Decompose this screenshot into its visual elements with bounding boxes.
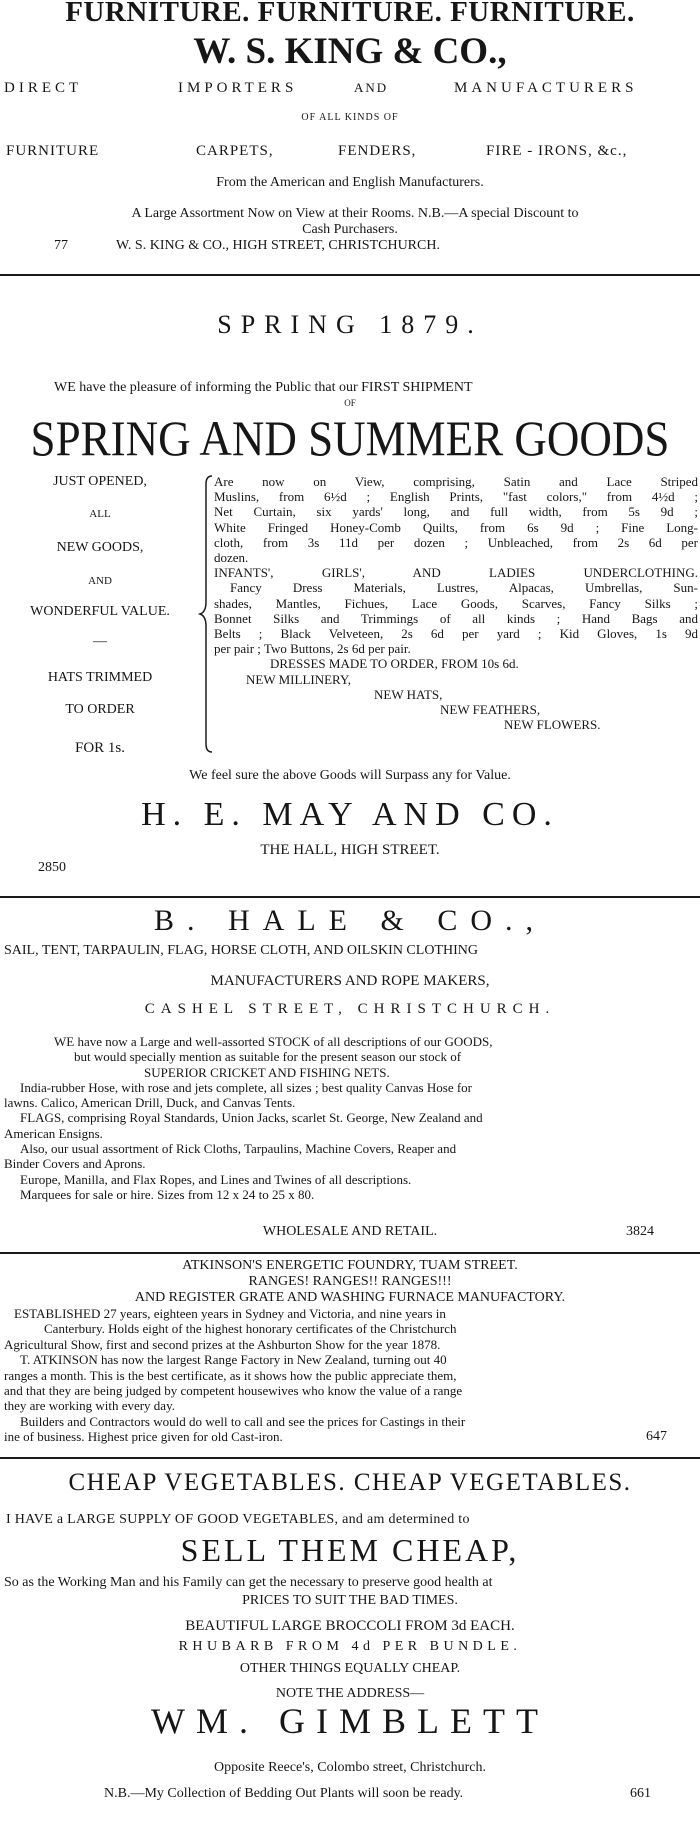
hale-body-5: FLAGS, comprising Royal Standards, Union Jacks, scarlet St. George, New Zealand and xyxy=(20,1110,483,1126)
king-carpets: CARPETS, xyxy=(196,143,274,159)
may-left-4: WONDERFUL VALUE. xyxy=(30,604,170,619)
may-right-3: White Fringed Honey-Comb Quilts, from 6s 9d ; Fine Long- xyxy=(214,519,698,535)
gimblett-line-4: RHUBARB FROM 4d PER BUNDLE. xyxy=(178,1639,522,1654)
king-manufacturers-line: From the American and English Manufacturers. xyxy=(216,175,484,190)
hale-body-7: Also, our usual assortment of Rick Cloths, Tarpaulins, Machine Covers, Reaper and xyxy=(20,1141,457,1157)
hale-body-3: India-rubber Hose, with rose and jets complete, all sizes ; best quality Canvas Hose for xyxy=(20,1079,472,1095)
may-right-1: Muslins, from 6½d ; English Prints, "fast colors," from 4½d ; xyxy=(214,489,698,505)
hale-body-0: WE have now a Large and well-assorted STOCK of all descriptions of our GOODS, xyxy=(54,1034,493,1049)
may-left-2: NEW GOODS, xyxy=(56,540,144,555)
king-fenders: FENDERS, xyxy=(338,143,417,159)
column-rule xyxy=(0,896,700,898)
ad-number: 647 xyxy=(646,1429,667,1444)
atkinson-body-5: and that they are being judged by competent housewives who know the value of a range xyxy=(4,1383,463,1399)
may-of: OF xyxy=(344,398,356,408)
king-fire-irons: FIRE - IRONS, &c., xyxy=(486,143,628,159)
hale-firm-name: B. HALE & CO., xyxy=(154,904,546,937)
may-surpass: We feel sure the above Goods will Surpass any for Value. xyxy=(189,768,511,783)
gimblett-firm-name: WM. GIMBLETT xyxy=(151,1701,549,1741)
king-assortment-line: A Large Assortment Now on View at their Rooms. N.B.—A special Discount to xyxy=(131,206,579,221)
hale-body-6: American Ensigns. xyxy=(4,1125,103,1141)
may-right-14: NEW HATS, xyxy=(374,686,443,702)
furniture-banner: FURNITURE. FURNITURE. FURNITURE. xyxy=(65,0,635,28)
atkinson-line-2: RANGES! RANGES!! RANGES!!! xyxy=(248,1274,452,1289)
hale-body-4: lawns. Calico, American Drill, Duck, and Canvas Tents. xyxy=(4,1095,296,1111)
hale-body-2: SUPERIOR CRICKET AND FISHING NETS. xyxy=(144,1064,390,1080)
atkinson-line-1: ATKINSON'S ENERGETIC FOUNDRY, TUAM STREET. xyxy=(182,1258,518,1273)
hale-body-9: Europe, Manilla, and Flax Ropes, and Lines and Twines of all descriptions. xyxy=(20,1171,412,1187)
atkinson-body-0: ESTABLISHED 27 years, eighteen years in Sydney and Victoria, and nine years in xyxy=(14,1306,446,1321)
king-line-direct: DIRECT xyxy=(4,80,83,96)
hale-line-3: CASHEL STREET, CHRISTCHURCH. xyxy=(144,1001,556,1017)
may-right-12: DRESSES MADE TO ORDER, FROM 10s 6d. xyxy=(270,656,519,672)
vegetables-banner: CHEAP VEGETABLES. CHEAP VEGETABLES. xyxy=(68,1469,632,1496)
may-address: THE HALL, HIGH STREET. xyxy=(260,842,440,858)
gimblett-line-5: OTHER THINGS EQUALLY CHEAP. xyxy=(239,1661,461,1676)
king-line-of-all-kinds: OF ALL KINDS OF xyxy=(301,112,399,123)
king-firm-name: W. S. KING & CO., xyxy=(193,31,507,72)
king-cash-line: Cash Purchasers. xyxy=(302,222,398,237)
may-left-7: TO ORDER xyxy=(65,702,135,717)
may-right-11: per pair ; Two Buttons, 2s 6d per pair. xyxy=(214,641,411,657)
ad-number: 2850 xyxy=(38,860,66,875)
spring-heading: SPRING 1879. xyxy=(217,310,483,339)
column-rule xyxy=(0,1457,700,1459)
hale-line-2: MANUFACTURERS AND ROPE MAKERS, xyxy=(210,973,490,989)
hale-wholesale: WHOLESALE AND RETAIL. xyxy=(262,1224,438,1239)
may-right-8: shades, Mantles, Fichues, Lace Goods, Scarves, Fancy Silks ; xyxy=(214,595,698,611)
hale-body-10: Marquees for sale or hire. Sizes from 12 x 24 to 25 x 80. xyxy=(20,1186,315,1202)
atkinson-body-4: ranges a month. This is the best certificate, as it shows how the public appreciate them, xyxy=(4,1367,457,1383)
gimblett-line-2: PRICES TO SUIT THE BAD TIMES. xyxy=(242,1593,458,1608)
king-furniture: FURNITURE xyxy=(6,143,100,159)
atkinson-body-6: they are working with every day. xyxy=(4,1398,175,1414)
hale-body-8: Binder Covers and Aprons. xyxy=(4,1156,146,1172)
may-left-6: HATS TRIMMED xyxy=(47,670,153,685)
atkinson-body-8: ine of business. Highest price given for old Cast-iron. xyxy=(4,1429,283,1445)
gimblett-line-1: So as the Working Man and his Family can get the necessary to preserve good health at xyxy=(4,1575,493,1590)
atkinson-body-2: Agricultural Show, first and second prizes at the Ashburton Show for the year 1878. xyxy=(4,1336,441,1352)
gimblett-address: Opposite Reece's, Colombo street, Christchurch. xyxy=(214,1760,486,1775)
may-right-column xyxy=(214,474,698,732)
king-line-importers: IMPORTERS xyxy=(178,80,298,96)
gimblett-line-3: BEAUTIFUL LARGE BROCCOLI FROM 3d EACH. xyxy=(185,1618,515,1634)
may-right-15: NEW FEATHERS, xyxy=(440,702,541,718)
may-right-9: Bonnet Silks and Trimmings of all kinds ; Hand Bags and xyxy=(214,610,698,626)
gimblett-note: N.B.—My Collection of Bedding Out Plants will soon be ready. xyxy=(104,1786,464,1801)
may-right-0: Are now on View, comprising, Satin and Lace Striped xyxy=(214,474,698,489)
may-left-5: — xyxy=(93,634,107,649)
brace-icon xyxy=(198,474,214,754)
king-address: W. S. KING & CO., HIGH STREET, CHRISTCHURCH. xyxy=(116,238,440,253)
may-firm-name: H. E. MAY AND CO. xyxy=(141,796,559,833)
may-right-13: NEW MILLINERY, xyxy=(246,671,351,687)
may-right-16: NEW FLOWERS. xyxy=(504,717,601,733)
ad-number: 3824 xyxy=(626,1224,654,1239)
king-line-manufacturers: MANUFACTURERS xyxy=(454,80,638,96)
may-left-0: JUST OPENED, xyxy=(53,474,147,489)
king-line-and: AND xyxy=(354,80,389,95)
hale-body xyxy=(4,1034,698,1202)
may-left-3: AND xyxy=(88,575,112,587)
may-intro: WE have the pleasure of informing the Public that our FIRST SHIPMENT xyxy=(54,380,473,395)
may-right-7: Fancy Dress Materials, Lustres, Alpacas, Umbrellas, Sun- xyxy=(230,580,698,596)
atkinson-body-3: T. ATKINSON has now the largest Range Factory in New Zealand, turning out 40 xyxy=(20,1352,447,1368)
may-left-8: FOR 1s. xyxy=(74,740,126,756)
may-headline: SPRING AND SUMMER GOODS xyxy=(30,411,670,467)
atkinson-body-7: Builders and Contractors would do well to call and see the prices for Castings in their xyxy=(20,1413,466,1429)
atkinson-line-3: AND REGISTER GRATE AND WASHING FURNACE MANUFACTORY. xyxy=(134,1290,566,1305)
may-left-1: ALL xyxy=(89,508,111,520)
atkinson-body xyxy=(4,1306,698,1445)
may-right-5: dozen. xyxy=(214,550,249,566)
gimblett-headline: SELL THEM CHEAP, xyxy=(180,1532,520,1568)
ad-number: 77 xyxy=(54,238,68,253)
ad-number: 661 xyxy=(630,1786,651,1801)
may-right-2: Net Curtain, six yards' long, and full width, from 5s 9d ; xyxy=(214,504,698,520)
gimblett-intro: I HAVE a LARGE SUPPLY OF GOOD VEGETABLES, and am determined to xyxy=(6,1512,470,1527)
hale-body-1: but would specially mention as suitable for the present season our stock of xyxy=(74,1049,462,1065)
atkinson-body-1: Canterbury. Holds eight of the highest honorary certificates of the Christchurch xyxy=(44,1321,457,1337)
column-rule xyxy=(0,274,700,276)
gimblett-line-6: NOTE THE ADDRESS— xyxy=(275,1686,425,1701)
column-rule xyxy=(0,1252,700,1254)
may-right-6: INFANTS', GIRLS', AND LADIES UNDERCLOTHING. xyxy=(214,565,698,581)
may-right-4: cloth, from 3s 11d per dozen ; Unbleached, from 2s 6d per xyxy=(214,534,698,550)
may-right-10: Belts ; Black Velveteen, 2s 6d per yard ; Kid Gloves, 1s 9d xyxy=(214,626,698,642)
hale-line-1: SAIL, TENT, TARPAULIN, FLAG, HORSE CLOTH, AND OILSKIN CLOTHING xyxy=(4,943,478,958)
